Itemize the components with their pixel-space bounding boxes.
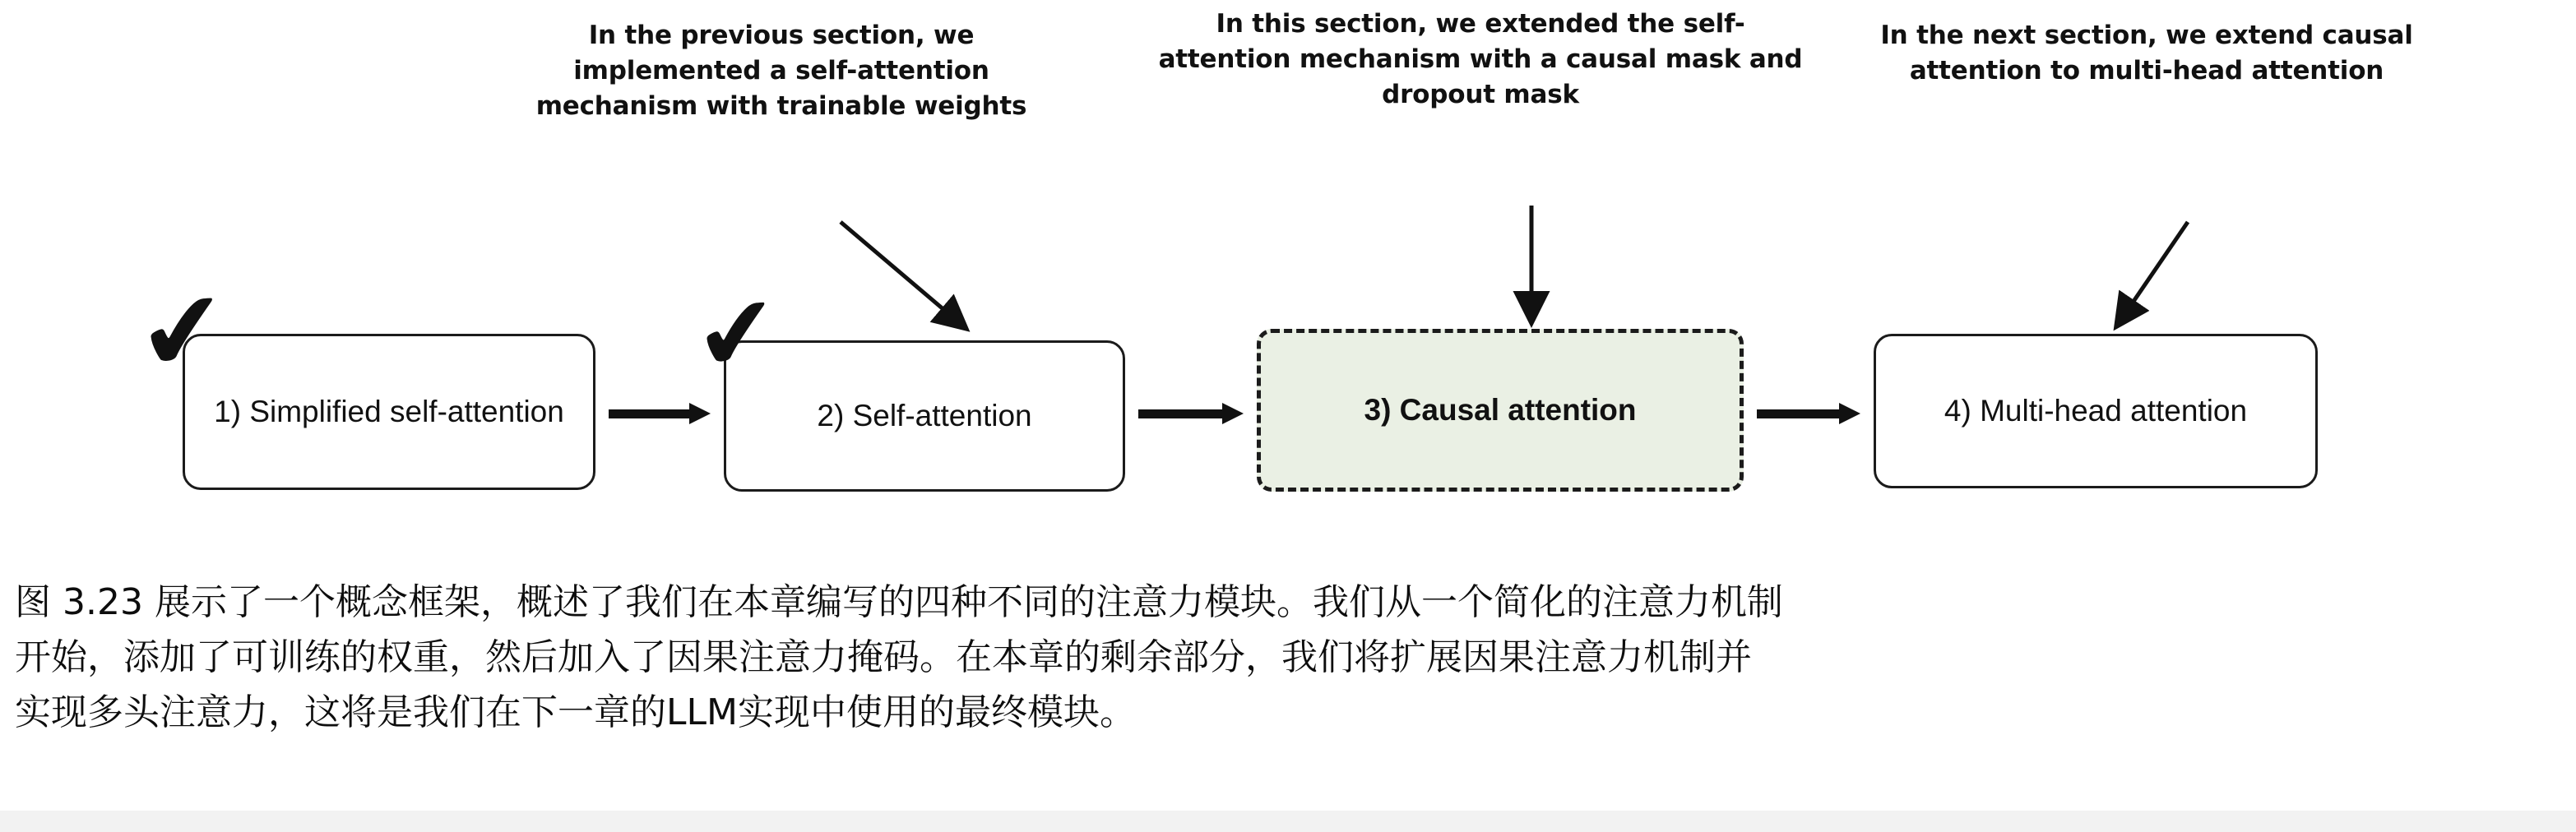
caption-line: 实现多头注意力，这将是我们在下一章的LLM实现中使用的最终模块。 bbox=[15, 691, 1136, 733]
arrow-right-icon bbox=[1757, 403, 1860, 424]
caption-line: 图 3.23 展示了一个概念框架，概述了我们在本章编写的四种不同的注意力模块。我们从一个简化的注意力机制 bbox=[15, 581, 1783, 623]
flow-box-multi-head-attention[interactable] bbox=[1874, 334, 2318, 488]
flow-box-label: 2) Self-attention bbox=[817, 398, 1032, 432]
flow-box-label: 3) Causal attention bbox=[1364, 392, 1637, 427]
checkmark-icon: ✔ bbox=[688, 271, 785, 396]
arrow-right-icon bbox=[1138, 403, 1244, 424]
checkmark-icon: ✔ bbox=[132, 264, 234, 399]
annotation-current-section: In this section, we extended the self-attention mechanism with a causal mask and dropout mask bbox=[1158, 9, 1803, 109]
figure-caption bbox=[15, 575, 2564, 741]
flow-box-label: 4) Multi-head attention bbox=[1944, 393, 2248, 428]
annotation-next-section: In the next section, we extend causal attention to multi-head attention bbox=[1880, 21, 2413, 86]
flow-box-label: 1) Simplified self-attention bbox=[214, 394, 564, 428]
flow-box-causal-attention[interactable] bbox=[1257, 329, 1744, 492]
caption-line: 开始，添加了可训练的权重，然后加入了因果注意力掩码。在本章的剩余部分，我们将扩展因果注意力机制并 bbox=[15, 636, 1752, 678]
flow-box-simplified-self-attention[interactable] bbox=[183, 334, 595, 490]
page-bottom-edge bbox=[0, 811, 2576, 832]
arrow-right-icon bbox=[609, 403, 711, 424]
flow-box-self-attention[interactable] bbox=[724, 340, 1125, 492]
annotation-previous-section: In the previous section, we implemented a self-attention mechanism with trainable weights bbox=[535, 21, 1027, 121]
